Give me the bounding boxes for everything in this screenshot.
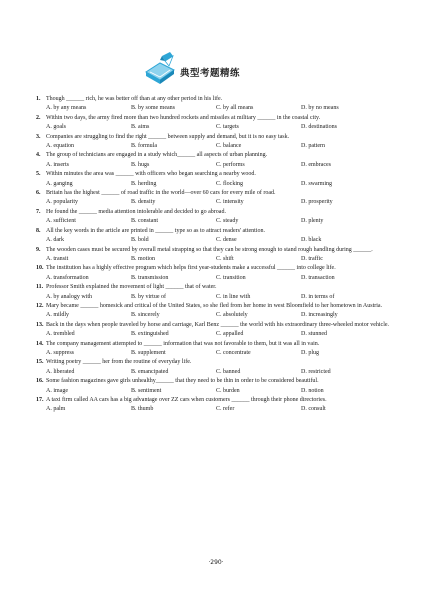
- answer-option: C. by all means: [216, 105, 254, 112]
- answer-option: D. transaction: [301, 274, 335, 281]
- question-number: 3.: [36, 133, 41, 140]
- answer-option: B. supplement: [131, 349, 166, 356]
- question-number: 13.: [36, 321, 44, 328]
- answer-option: A. equation: [46, 143, 74, 150]
- question-text: Britain has the highest ______ of road traffic in the world—over 60 cars for every mile of road.: [46, 190, 276, 197]
- question-text: Writing poetry ______ her from the routine of everyday life.: [46, 359, 192, 366]
- answer-option: C. targets: [216, 124, 239, 131]
- answer-option: C. shift: [216, 255, 234, 262]
- question-text: Back in the days when people traveled by horse and carriage, Karl Benz ______ the world with his extraordinary three-wheeled motor vehicle.: [46, 321, 390, 328]
- question-list: [36, 95, 408, 415]
- answer-options: [36, 293, 408, 302]
- question-number: 14.: [36, 340, 44, 347]
- question-number: 1.: [36, 96, 41, 102]
- answer-option: A. suppress: [46, 349, 74, 356]
- answer-options: [36, 180, 408, 189]
- answer-option: A. image: [46, 387, 68, 394]
- question-item: [36, 151, 408, 170]
- question-number: 7.: [36, 208, 41, 215]
- answer-options: [36, 311, 408, 320]
- answer-options: [36, 387, 408, 396]
- answer-option: C. steady: [216, 218, 239, 225]
- question-text: Though ______ rich, he was better off than at any other period in his life.: [46, 96, 223, 102]
- answer-options: [36, 405, 408, 414]
- answer-option: D. plenty: [301, 218, 324, 225]
- question-item: [36, 246, 408, 265]
- question-stem: [36, 264, 408, 273]
- question-number: 5.: [36, 171, 41, 178]
- question-number: 2.: [36, 114, 41, 121]
- question-stem: [36, 302, 408, 311]
- answer-option: D. traffic: [301, 255, 323, 262]
- answer-option: A. goals: [46, 124, 66, 131]
- answer-options: [36, 217, 408, 226]
- answer-options: [36, 368, 408, 377]
- answer-option: B. sentiment: [131, 387, 162, 394]
- answer-option: C. absolutely: [216, 312, 248, 319]
- answer-option: A. ganging: [46, 180, 73, 187]
- answer-option: A. palm: [46, 406, 66, 413]
- question-number: 16.: [36, 378, 44, 385]
- question-text: A taxi firm called AA cars has a big advantage over ZZ cars when customers ______ through their phone directories.: [46, 397, 327, 403]
- answer-option: B. formula: [131, 143, 157, 150]
- question-text: He found the ______ media attention intolerable and decided to go abroad.: [46, 208, 226, 215]
- answer-option: B. herding: [131, 180, 157, 187]
- answer-option: B. emancipated: [131, 368, 169, 375]
- question-item: [36, 302, 408, 321]
- answer-option: B. hugs: [131, 161, 150, 168]
- question-stem: [36, 340, 408, 349]
- answer-option: D. restricted: [301, 368, 331, 375]
- answer-option: D. in terms of: [301, 293, 335, 300]
- answer-option: D. black: [301, 237, 322, 244]
- answer-option: D. plug: [301, 349, 319, 356]
- answer-options: [36, 330, 408, 339]
- question-item: [36, 170, 408, 189]
- answer-option: A. trembled: [46, 331, 75, 338]
- question-item: [36, 321, 408, 340]
- answer-option: B. constant: [131, 218, 158, 225]
- answer-option: A. by any means: [46, 105, 87, 112]
- question-number: 4.: [36, 152, 41, 159]
- answer-option: C. refer: [216, 406, 235, 413]
- question-stem: [36, 208, 408, 217]
- question-text: Within two days, the army fired more than two hundred rockets and missiles at military ______ in the coastal city.: [46, 114, 321, 121]
- question-item: [36, 208, 408, 227]
- answer-option: A. dark: [46, 237, 64, 244]
- answer-options: [36, 198, 408, 207]
- question-text: Companies are struggling to find the right ______ between supply and demand, but it is no easy task.: [46, 133, 290, 140]
- question-text: Mary became ______ homesick and critical of the United States, so she fled from her home in west Bloomfield to her hometown in Austria.: [46, 302, 383, 309]
- answer-option: A. inserts: [46, 161, 69, 168]
- answer-option: D. pattern: [301, 143, 325, 150]
- answer-options: [36, 123, 408, 132]
- question-text: The institution has a highly effective program which helps first year-students make a successful ______ into college life.: [46, 265, 336, 272]
- answer-options: [36, 142, 408, 151]
- answer-option: A. transit: [46, 255, 69, 262]
- answer-option: D. prosperity: [301, 199, 333, 206]
- question-item: [36, 114, 408, 133]
- answer-option: C. concentrate: [216, 349, 251, 356]
- question-number: 17.: [36, 397, 44, 403]
- question-number: 9.: [36, 246, 41, 253]
- answer-option: C. transition: [216, 274, 246, 281]
- answer-option: B. bold: [131, 237, 149, 244]
- answer-option: D. stunned: [301, 331, 327, 338]
- question-item: [36, 95, 408, 114]
- question-number: 12.: [36, 302, 44, 309]
- answer-option: C. banned: [216, 368, 241, 375]
- answer-option: B. motion: [131, 255, 156, 262]
- question-item: [36, 189, 408, 208]
- answer-option: A. mildly: [46, 312, 70, 319]
- question-number: 11.: [36, 284, 44, 291]
- answer-option: B. thumb: [131, 406, 154, 413]
- question-stem: [36, 321, 408, 330]
- answer-options: [36, 161, 408, 170]
- question-number: 6.: [36, 190, 41, 197]
- question-text: All the key words in the article are printed in ______ type so as to attract readers' attention.: [46, 227, 266, 234]
- answer-option: B. transmission: [131, 274, 169, 281]
- answer-option: A. by analogy with: [46, 293, 92, 300]
- answer-option: C. intensity: [216, 199, 244, 206]
- question-text: The company management attempted to ______ information that was not favorable to them, but it was all in vain.: [46, 340, 320, 347]
- question-item: [36, 340, 408, 359]
- question-number: 15.: [36, 359, 44, 366]
- question-text: Within minutes the area was ______ with officers who began searching a nearby wood.: [46, 171, 256, 178]
- answer-option: C. balance: [216, 143, 242, 150]
- answer-options: [36, 274, 408, 283]
- answer-option: A. sufficient: [46, 218, 76, 225]
- question-item: [36, 133, 408, 152]
- answer-option: B. aims: [131, 124, 150, 131]
- answer-option: D. swarming: [301, 180, 332, 187]
- question-item: [36, 358, 408, 377]
- section-title: 典型考题精练: [180, 68, 241, 79]
- answer-option: D. by no means: [301, 105, 339, 112]
- answer-option: A. popularity: [46, 199, 78, 206]
- question-stem: [36, 283, 408, 292]
- question-stem: [36, 377, 408, 386]
- answer-option: C. dense: [216, 237, 237, 244]
- question-number: 10.: [36, 265, 44, 272]
- answer-option: C. flocking: [216, 180, 243, 187]
- book-pencil-icon: [140, 50, 180, 88]
- question-text: The wooden cases must be secured by overall metal strapping so that they can be strong enough to stand rough handling during ______.: [46, 246, 373, 253]
- question-item: [36, 377, 408, 396]
- page-number: ·290·: [208, 559, 224, 566]
- question-text: The group of technicians are engaged in a study which______ all aspects of urban planning.: [46, 152, 268, 159]
- answer-option: B. by some means: [131, 105, 175, 112]
- answer-option: C. in line with: [216, 293, 251, 300]
- question-text: Some fashion magazines gave girls unhealthy______ that they need to be thin in order to be considered beautiful.: [46, 378, 319, 385]
- answer-options: [36, 104, 408, 113]
- section-header: [140, 50, 300, 90]
- answer-option: B. by virtue of: [131, 293, 166, 300]
- question-stem: [36, 151, 408, 160]
- answer-option: C. performs: [216, 161, 245, 168]
- answer-option: A. transformation: [46, 274, 89, 281]
- answer-options: [36, 255, 408, 264]
- question-stem: [36, 189, 408, 198]
- question-stem: [36, 170, 408, 179]
- question-stem: [36, 358, 408, 367]
- question-number: 8.: [36, 227, 41, 234]
- answer-option: A. liberated: [46, 368, 75, 375]
- question-item: [36, 396, 408, 415]
- answer-option: D. consult: [301, 406, 326, 413]
- answer-option: C. burden: [216, 387, 240, 394]
- question-item: [36, 264, 408, 283]
- question-stem: [36, 227, 408, 236]
- answer-option: B. density: [131, 199, 156, 206]
- question-stem: [36, 133, 408, 142]
- question-stem: [36, 114, 408, 123]
- question-item: [36, 227, 408, 246]
- question-stem: [36, 246, 408, 255]
- answer-option: D. embraces: [301, 161, 331, 168]
- answer-option: B. extinguished: [131, 331, 169, 338]
- answer-option: D. destinations: [301, 124, 337, 131]
- question-stem: [36, 95, 408, 104]
- answer-option: C. appalled: [216, 331, 244, 338]
- question-stem: [36, 396, 408, 405]
- answer-option: B. sincerely: [131, 312, 160, 319]
- answer-option: D. notion: [301, 387, 324, 394]
- question-item: [36, 283, 408, 302]
- question-text: Professor Smith explained the movement of light ______ that of water.: [46, 284, 217, 291]
- answer-options: [36, 349, 408, 358]
- answer-options: [36, 236, 408, 245]
- answer-option: D. increasingly: [301, 312, 338, 319]
